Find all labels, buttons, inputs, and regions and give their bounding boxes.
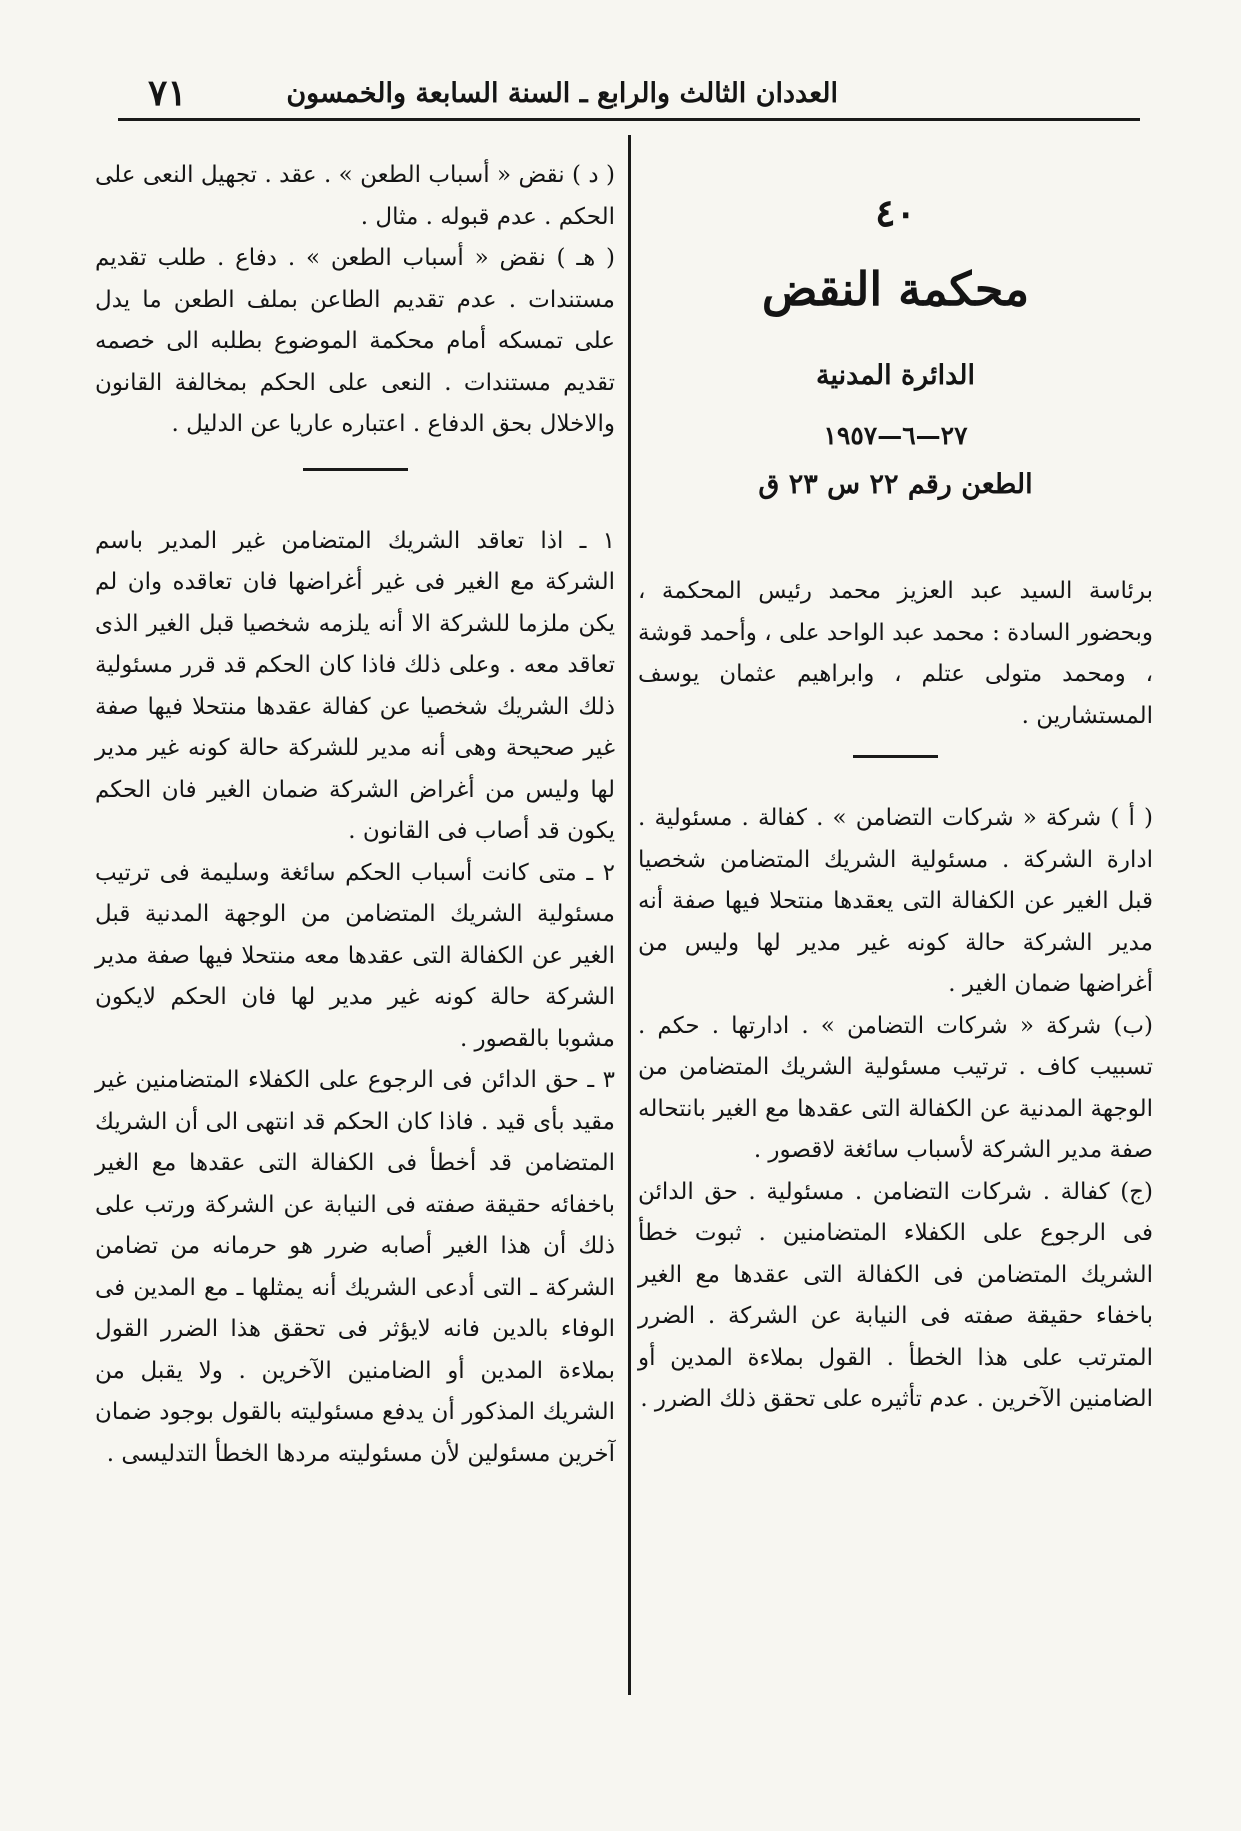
court-circuit: الدائرة المدنية: [815, 360, 975, 391]
right-column: [638, 165, 1153, 1421]
legal-principles: [95, 521, 615, 1476]
summaries-right: [638, 798, 1153, 1421]
column-divider: [628, 135, 631, 1695]
page-number: ٧١: [148, 72, 187, 114]
principle-item: ١ ـ اذا تعاقد الشريك المتضامن غير المدير باسم الشركة مع الغير فى غير أغراضها فان تعاقده وان لم يكن ملزما للشركة الا أنه يلزمه شخصيا قبل الغير الذى تعاقد معه . وعلى ذلك فاذا كان الحكم قد قرر مسئولية ذلك الشريك شخصيا عن كفالة عقدها منتحلا فيها صفة غير صحيحة وهى أنه مدير للشركة حالة كونه غير مدير لها وليس من أغراض الشركة ضمان الغير فان الحكم يكون قد أصاب فى القانون .: [95, 527, 615, 844]
header-rule: [118, 118, 1140, 121]
summaries-left: [95, 155, 615, 446]
decision-date: ٢٧—٦—١٩٥٧: [823, 421, 968, 450]
summary-item: ( هـ ) نقض « أسباب الطعن » . دفاع . طلب تقديم مستندات . عدم تقديم الطاعن بملف الطعن ما يدل على تمسكه أمام محكمة الموضوع بطلبه الى خصمه تقديم مستندات . النعى على الحكم بمخالفة القانون والاخلال بحق الدفاع . اعتباره عاريا عن الدليل .: [95, 245, 615, 437]
journal-issue-title: العددان الثالث والرابع ـ السنة السابعة والخمسون: [286, 78, 838, 109]
summary-item: (ب) شركة « شركات التضامن » . ادارتها . حكم . تسبيب كاف . ترتيب مسئولية الشريك المتضامن من الوجهة المدنية عن الكفالة التى عقدها مع الغير بانتحاله صفة مدير الشركة لأسباب سائغة لاقصور .: [638, 1012, 1153, 1163]
case-number: ٤٠: [875, 190, 916, 235]
left-column: [95, 155, 615, 1475]
section-rule: [303, 468, 408, 471]
summary-item: ( د ) نقض « أسباب الطعن » . عقد . تجهيل النعى على الحكم . عدم قبوله . مثال .: [95, 162, 615, 230]
principle-item: ٣ ـ حق الدائن فى الرجوع على الكفلاء المتضامنين غير مقيد بأى قيد . فاذا كان الحكم قد انتهى الى أن الشريك المتضامن قد أخطأ فى الكفالة التى عقدها مع الغير باخفائه حقيقة صفته فى النيابة عن الشركة ورتب على ذلك أن هذا الغير أصابه ضرر هو حرمانه من تضامن الشركة ـ التى أدعى الشريك أنه يمثلها ـ مع المدين فى الوفاء بالدين فانه لايؤثر فى تحقق هذا الضرر القول بملاءة المدين أو الضامنين الآخرين . ولا يقبل من الشريك المذكور أن يدفع مسئوليته بالقول بوجود ضمان آخرين مسئولين لأن مسئوليته مردها الخطأ التدليسى .: [95, 1067, 615, 1467]
running-header: [118, 70, 1138, 130]
panel-text: برئاسة السيد عبد العزيز محمد رئيس المحكمة ، وبحضور السادة : محمد عبد الواحد على ، وأحمد قوشة ، ومحمد متولى عتلم ، وابراهيم عثمان يوسف المستشارين .: [638, 578, 1153, 729]
court-name: محكمة النقض: [761, 262, 1030, 316]
summary-item: ( أ ) شركة « شركات التضامن » . كفالة . مسئولية . ادارة الشركة . مسئولية الشريك المتضامن شخصيا قبل الغير عن الكفالة التى يعقدها منتحلا فيها صفة أنه مدير الشركة حالة كونه غير مدير لها وليس من أغراضها ضمان الغير .: [638, 805, 1153, 997]
appeal-number: الطعن رقم ٢٢ س ٢٣ ق: [758, 469, 1033, 500]
panel-composition: [638, 571, 1153, 737]
summary-item: (ج) كفالة . شركات التضامن . مسئولية . حق الدائن فى الرجوع على الكفلاء المتضامنين . ثبوت خطأ الشريك المتضامن فى الكفالة التى عقدها مع الغير باخفاء حقيقة صفته فى النيابة عن الشركة . الضرر المترتب على هذا الخطأ . القول بملاءة المدين أو الضامنين الآخرين . عدم تأثيره على تحقق ذلك الضرر .: [638, 1178, 1153, 1412]
section-rule: [853, 755, 938, 758]
principle-item: ٢ ـ متى كانت أسباب الحكم سائغة وسليمة فى ترتيب مسئولية الشريك المتضامن من الوجهة المدنية قبل الغير عن الكفالة التى عقدها معه منتحلا فيها صفة مدير الشركة حالة كونه غير مدير لها فان الحكم لايكون مشوبا بالقصور .: [95, 859, 615, 1052]
